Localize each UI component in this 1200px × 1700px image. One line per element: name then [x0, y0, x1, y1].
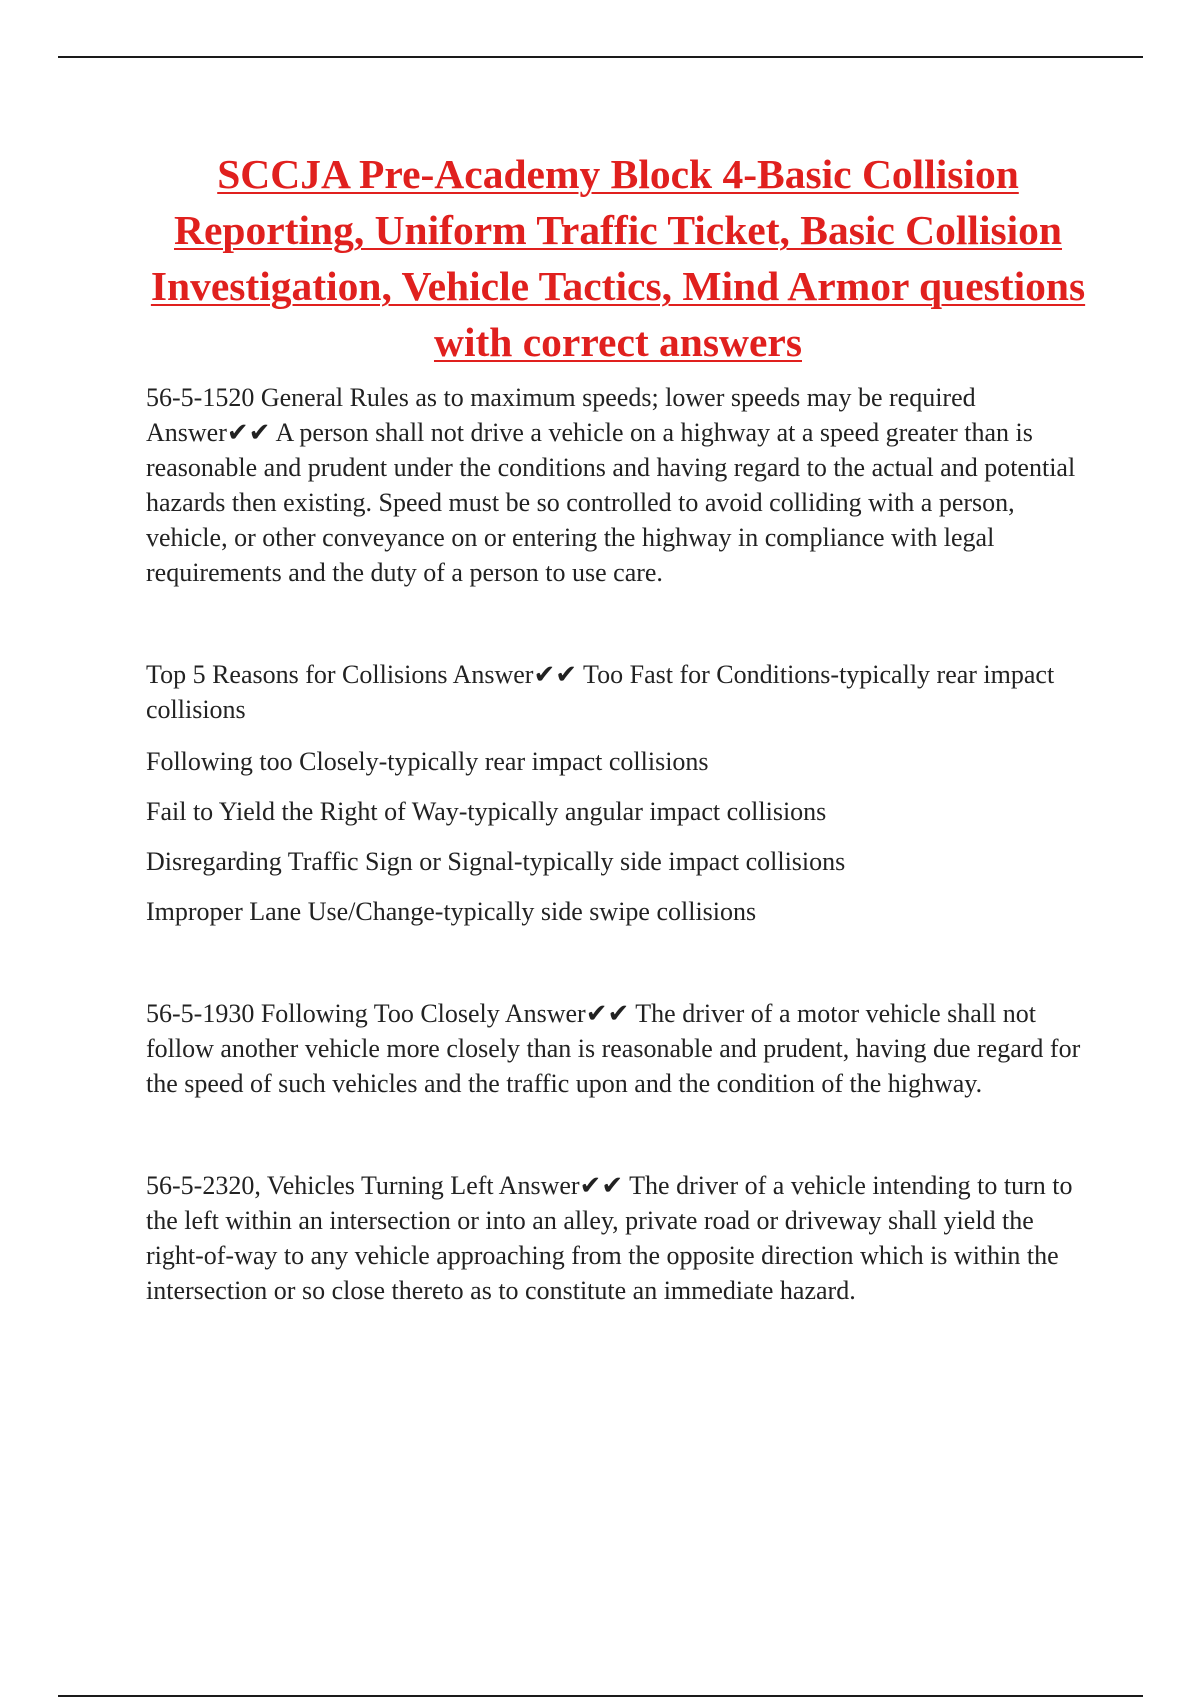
bottom-rule — [58, 1695, 1143, 1697]
list-item: Disregarding Traffic Sign or Signal-typically side impact collisions — [146, 847, 846, 876]
list-item: Following too Closely-typically rear impact collisions — [146, 747, 709, 776]
qa-entry-collision-reasons: Top 5 Reasons for Collisions Answer✔✔ Too Fast for Conditions-typically rear impact collisions — [146, 660, 1055, 724]
list-item: Improper Lane Use/Change-typically side swipe collisions — [146, 897, 757, 926]
qa-entry-speed-rules: 56-5-1520 General Rules as to maximum speeds; lower speeds may be required Answer✔✔ A person shall not drive a vehicle on a highway at a speed greater than is reasonable and prudent under the conditions and having regard to the actual and potential hazards then existing. Speed must be so controlled to avoid colliding with a person, vehicle, or other conveyance on or entering the highway in compliance with legal requirements and the duty of a person to use care. — [146, 383, 1076, 587]
document-title: SCCJA Pre-Academy Block 4-Basic Collision Reporting, Uniform Traffic Ticket, Basic Collision Investigation, Vehicle Tactics, Mind Armor questions with correct answers — [150, 151, 1086, 365]
top-rule — [58, 56, 1143, 58]
qa-entry-turning-left: 56-5-2320, Vehicles Turning Left Answer✔✔ The driver of a vehicle intending to turn to the left within an intersection or into an alley, private road or driveway shall yield the right-of-way to any vehicle approaching from the opposite direction which is within the intersection or so close thereto as to constitute an immediate hazard. — [146, 1171, 1073, 1305]
qa-entry-following-closely: 56-5-1930 Following Too Closely Answer✔✔ The driver of a motor vehicle shall not follow another vehicle more closely than is reasonable and prudent, having due regard for the speed of such vehicles and the traffic upon and the condition of the highway. — [146, 999, 1081, 1098]
list-item: Fail to Yield the Right of Way-typically angular impact collisions — [146, 797, 827, 826]
document-body — [146, 380, 1096, 1308]
